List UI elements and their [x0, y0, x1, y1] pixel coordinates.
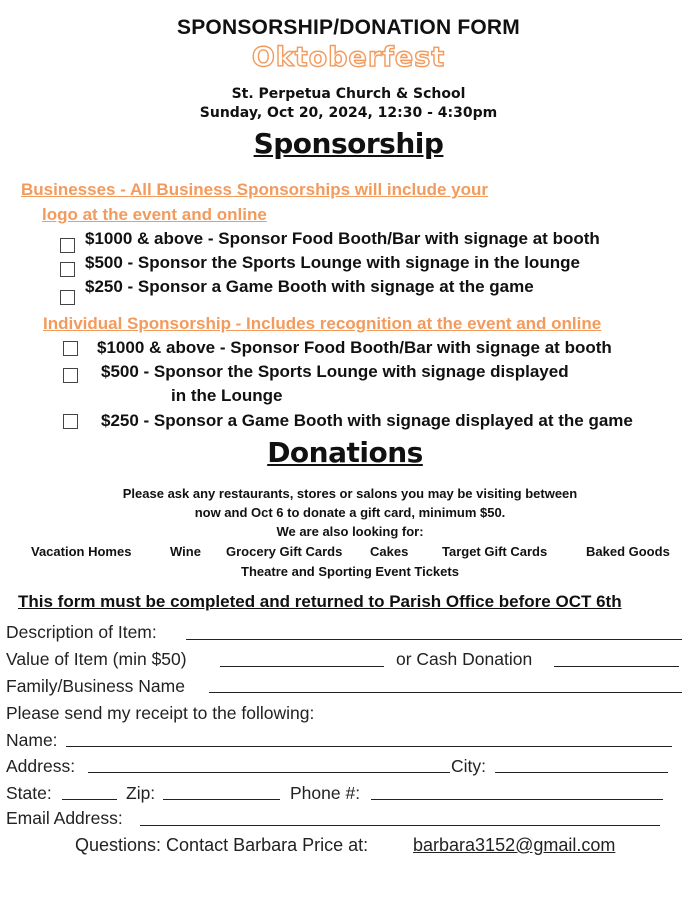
donation-item-baked-goods: Baked Goods: [586, 544, 670, 559]
individual-500-checkbox[interactable]: [63, 368, 78, 383]
zip-input-line[interactable]: [163, 799, 280, 800]
venue-text: St. Perpetua Church & School: [231, 86, 466, 102]
donation-item-grocery-gift-cards: Grocery Gift Cards: [226, 544, 343, 559]
individual-1000-checkbox[interactable]: [63, 341, 78, 356]
cash-donation-label: or Cash Donation: [396, 649, 533, 669]
individual-option-500: $500 - Sponsor the Sports Lounge with signage displayed: [101, 362, 569, 381]
event-date-time: Sunday, Oct 20, 2024, 12:30 - 4:30pm: [199, 105, 498, 121]
business-heading-line1: Businesses - All Business Sponsorships will include your: [21, 180, 488, 199]
value-label: Value of Item (min $50): [6, 649, 187, 669]
business-250-checkbox[interactable]: [60, 290, 75, 305]
state-label: State:: [6, 783, 52, 803]
donation-item-vacation-homes: Vacation Homes: [31, 544, 132, 559]
address-input-line[interactable]: [88, 772, 450, 773]
name-input-line[interactable]: [66, 746, 672, 747]
deadline-notice: This form must be completed and returned to Parish Office before OCT 6th: [18, 592, 622, 611]
business-500-checkbox[interactable]: [60, 262, 75, 277]
individual-option-500-continuation: in the Lounge: [171, 386, 283, 405]
description-label: Description of Item:: [6, 622, 157, 642]
donations-text-line2: now and Oct 6 to donate a gift card, minimum $50.: [194, 505, 506, 520]
donation-item-wine: Wine: [170, 544, 201, 559]
event-name: Oktoberfest: [251, 42, 446, 73]
phone-input-line[interactable]: [371, 799, 663, 800]
individual-option-250: $250 - Sponsor a Game Booth with signage displayed at the game: [101, 411, 633, 430]
email-input-line[interactable]: [140, 825, 660, 826]
business-heading-line2: logo at the event and online: [42, 205, 267, 224]
description-input-line[interactable]: [186, 639, 682, 640]
form-title: SPONSORSHIP/DONATION FORM: [177, 16, 520, 39]
value-input-line[interactable]: [220, 666, 384, 667]
contact-email-link[interactable]: barbara3152@gmail.com: [413, 835, 616, 855]
donations-text-line1: Please ask any restaurants, stores or salons you may be visiting between: [122, 486, 578, 501]
zip-label: Zip:: [126, 783, 156, 803]
family-business-input-line[interactable]: [209, 692, 682, 693]
donation-item-cakes: Cakes: [370, 544, 409, 559]
business-option-500: $500 - Sponsor the Sports Lounge with signage in the lounge: [85, 253, 580, 272]
state-input-line[interactable]: [62, 799, 117, 800]
individual-option-1000: $1000 & above - Sponsor Food Booth/Bar with signage at booth: [97, 338, 612, 357]
phone-label: Phone #:: [290, 783, 361, 803]
contact-text: Questions: Contact Barbara Price at:: [75, 835, 369, 855]
cash-donation-input-line[interactable]: [554, 666, 679, 667]
individual-250-checkbox[interactable]: [63, 414, 78, 429]
email-label: Email Address:: [6, 808, 123, 828]
business-1000-checkbox[interactable]: [60, 238, 75, 253]
address-label: Address:: [6, 756, 76, 776]
donations-heading: Donations: [267, 436, 423, 469]
looking-for-text: We are also looking for:: [276, 524, 424, 539]
city-label: City:: [451, 756, 486, 776]
donation-item-tickets: Theatre and Sporting Event Tickets: [241, 564, 459, 579]
individual-heading: Individual Sponsorship - Includes recognition at the event and online: [43, 314, 602, 333]
sponsorship-heading: Sponsorship: [253, 127, 444, 160]
family-business-label: Family/Business Name: [6, 676, 185, 696]
receipt-instruction: Please send my receipt to the following:: [6, 703, 315, 723]
business-option-250: $250 - Sponsor a Game Booth with signage at the game: [85, 277, 534, 296]
city-input-line[interactable]: [495, 772, 668, 773]
donation-item-target-gift-cards: Target Gift Cards: [442, 544, 548, 559]
business-option-1000: $1000 & above - Sponsor Food Booth/Bar with signage at booth: [85, 229, 600, 248]
name-label: Name:: [6, 730, 58, 750]
